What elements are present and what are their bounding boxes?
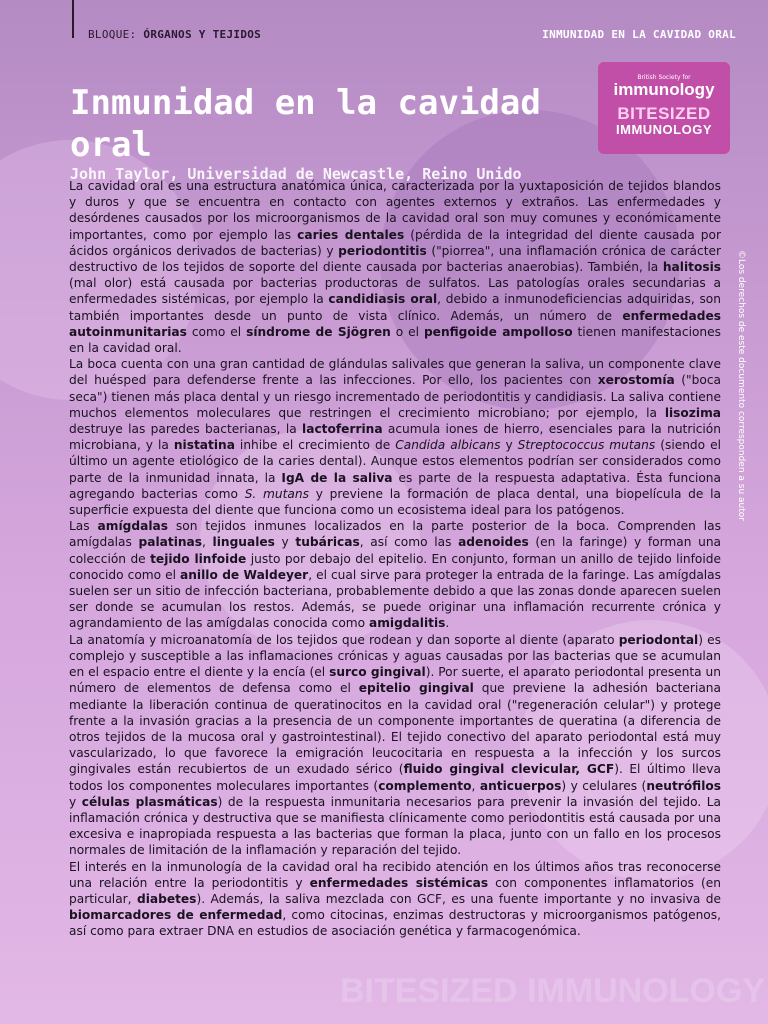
text: son tejidos inmunes localizados en la parte posterior de la boca. Comprenden las amígdalas bbox=[69, 519, 721, 550]
term: linguales bbox=[212, 535, 275, 550]
term: enfermedades sistémicas bbox=[309, 875, 489, 890]
species-name: S. mutans bbox=[244, 486, 309, 501]
text: acumula iones de hierro, esenciales para la nutrición microbiana, y la bbox=[69, 422, 721, 453]
species-name: Candida albicans bbox=[395, 438, 501, 453]
term: diabetes bbox=[136, 891, 197, 906]
text: ("piorrea", una inflamación crónica de carácter destructivo de los tejidos de soporte del diente causada por bacterias anaerobias). También, la bbox=[69, 243, 721, 275]
watermark: BITESIZED IMMUNOLOGY bbox=[340, 972, 765, 1010]
text: justo por debajo del epitelio. En conjunto, forman un anillo de tejido linfoide conocido como el bbox=[69, 551, 721, 582]
article-body bbox=[69, 178, 721, 940]
text: (siendo el último un agente etiológico de la caries dental). Aunque estos elementos podrían ser considerados como parte de la inmunidad innata, la bbox=[69, 438, 721, 485]
text: La boca cuenta con una gran cantidad de glándulas salivales que generan la saliva, un componente clave del huésped para defenderse frente a las infecciones. Por ello, los pacientes con bbox=[69, 357, 721, 388]
logo-bitesized: BITESIZED bbox=[617, 104, 711, 123]
text: La cavidad oral es una estructura anatómica única, caracterizada por la yuxtaposición de tejidos blandos y duros y que se encuentra en contacto con agentes externos y extraños. Las enfermedades y desórdenes causados por los microorganismos de la cavidad oral son muy comunes y económicamente importantes, como por ejemplo las bbox=[69, 179, 721, 242]
term: palatinas bbox=[138, 535, 203, 550]
text: ). Por suerte, el aparato periodontal presenta un número de elementos de defensa como el bbox=[69, 665, 721, 696]
block-label bbox=[88, 28, 261, 41]
text: , como citocinas, enzimas destructoras y microorganismos patógenos, así como para extraer DNA en estudios de asociación genética y farmacogenómica. bbox=[69, 908, 721, 939]
term: caries dentales bbox=[297, 227, 405, 242]
species-name: Streptococcus mutans bbox=[517, 438, 656, 453]
term: neutrófilos bbox=[646, 778, 721, 793]
paragraph-5 bbox=[69, 859, 721, 940]
paragraph-4 bbox=[69, 632, 721, 859]
copyright-text: ©Los derechos de este documento corresponden a su autor bbox=[736, 250, 746, 521]
block-label-prefix: BLOQUE: bbox=[88, 28, 137, 41]
text: y bbox=[274, 535, 296, 550]
paragraph-2 bbox=[69, 356, 721, 518]
term: halitosis bbox=[662, 260, 721, 275]
text: ). Además, la saliva mezclada con GCF, es una fuente importante y no invasiva de bbox=[196, 891, 722, 906]
text: que previene la adhesión bacteriana mediante la liberación continua de queratinocitos en la cavidad oral ("regeneración celular") y protege frente a la invasión gracias a la presencia de un componente importantes de queratina (a diferencia de otros tejidos de la mucosa oral y gastrointestinal). El tejido conectivo del aparato periodontal está muy vascularizado, lo que favorece la emigración leucocitaria en respuesta a la infección y los surcos gingivales están recubiertos de un exudado sérico ( bbox=[69, 681, 721, 777]
term: amigdalitis bbox=[369, 616, 446, 631]
term: fluido gingival clevicular, GCF bbox=[403, 762, 615, 777]
text: El interés en la inmunología de la cavidad oral ha recibido atención en los últimos años tras reconocerse una relación entre la periodontitis y bbox=[69, 859, 721, 890]
term: amígdalas bbox=[97, 519, 168, 534]
text: , bbox=[202, 535, 213, 550]
text: . bbox=[445, 616, 450, 631]
text: , bbox=[471, 778, 480, 793]
term: nistatina bbox=[173, 438, 235, 453]
author-line: John Taylor, Universidad de Newcastle, Reino Unido bbox=[70, 165, 522, 183]
term: IgA de la saliva bbox=[281, 470, 393, 485]
logo-society: British Society for bbox=[637, 74, 691, 81]
term: periodontitis bbox=[338, 243, 427, 258]
term: xerostomía bbox=[597, 373, 675, 388]
term: adenoides bbox=[458, 535, 529, 550]
term: surco gingival bbox=[329, 665, 426, 680]
paragraph-3 bbox=[69, 518, 721, 631]
term: células plasmáticas bbox=[81, 794, 218, 809]
topic-header: INMUNIDAD EN LA CAVIDAD ORAL bbox=[542, 28, 736, 41]
text: y previene la formación de placa dental, una biopelícula de la superficie expuesta del diente que funciona como un ecosistema ideal para los patógenos. bbox=[69, 486, 721, 518]
text: ("boca seca") tienen más placa dental y un riesgo incrementado de periodontitis y candidiasis. La saliva contiene muchos elementos moleculares que restringen el crecimiento microbiano; por ejemplo, la bbox=[69, 373, 721, 420]
text: ) de la respuesta inmunitaria necesarios para prevenir la invasión del tejido. La inflamación crónica y destructiva que se manifiesta clínicamente como periodontitis está causada por una excesiva e inapropiada respuesta a las bacterias que forman la placa, junto con un fallo en los procesos normales de limitación de la inflamación y reparación del tejido. bbox=[69, 794, 721, 858]
block-label-value: ÓRGANOS Y TEJIDOS bbox=[143, 28, 262, 41]
term: candidiasis oral bbox=[328, 292, 438, 307]
text: (mal olor) está causada por bacterias productoras de sulfatos. Las patologías orales secundarias a enfermedades sistémicas, por ejemplo la bbox=[69, 276, 721, 307]
text: , así como las bbox=[359, 535, 459, 550]
text: Las bbox=[69, 519, 98, 534]
logo-immunology-2: IMMUNOLOGY bbox=[616, 122, 712, 137]
text: , el cual sirve para proteger la entrada de la faringe. Las amígdalas suelen ser un sitio de infección bacteriana, probablemente debido a que las zonas donde aparecen suelen ser donde se acumulan los restos. Además, se puede originar una inflamación recurrente crónica y agrandamiento de las amígdalas conocida como bbox=[69, 567, 721, 631]
text: , debido a inmunodeficiencias adquiridas, son también importantes desde un punto de vista clínico. Además, un número de bbox=[69, 292, 721, 323]
term: enfermedades autoinmunitarias bbox=[69, 308, 721, 339]
term: epitelio gingival bbox=[358, 681, 474, 696]
copyright-sidenote bbox=[736, 250, 748, 530]
term: síndrome de Sjögren bbox=[246, 324, 391, 339]
term: biomarcadores de enfermedad bbox=[69, 908, 283, 923]
term: penfigoide ampolloso bbox=[423, 324, 573, 339]
text: y bbox=[69, 794, 82, 809]
term: anillo de Waldeyer bbox=[180, 567, 309, 582]
text: con componentes inflamatorios (en particular, bbox=[69, 875, 721, 906]
term: periodontal bbox=[618, 632, 699, 647]
term: anticuerpos bbox=[479, 778, 562, 793]
text: ). El último lleva todos los componentes moleculares importantes ( bbox=[69, 762, 721, 793]
text: La anatomía y microanatomía de los tejidos que rodean y dan soporte al diente (aparato bbox=[69, 632, 619, 647]
text: inhibe el crecimiento de bbox=[234, 438, 396, 453]
text: ) y celulares ( bbox=[561, 778, 647, 793]
logo-immunology: immunology bbox=[613, 80, 715, 99]
text: (pérdida de la integridad del diente causada por ácidos orgánicos derivados de bacterias) y bbox=[69, 227, 721, 258]
text: como el bbox=[186, 324, 247, 339]
text: ) es complejo y susceptible a las inflamaciones crónicas y aguas causadas por las bacterias que se acumulan en el espacio entre el diente y la encía (el bbox=[69, 632, 721, 680]
term: complemento bbox=[378, 778, 472, 793]
text: es parte de la respuesta adaptativa. Ésta funciona agregando bacterias como bbox=[69, 470, 721, 501]
term: tejido linfoide bbox=[150, 551, 247, 566]
text: (en la faringe) y forman una colección de bbox=[69, 535, 722, 566]
text: tienen manifestaciones en la cavidad oral. bbox=[69, 324, 722, 356]
page-title: Inmunidad en la cavidad oral bbox=[70, 83, 541, 165]
term: lactoferrina bbox=[302, 422, 383, 437]
text: o el bbox=[390, 324, 424, 339]
text: destruye las paredes bacterianas, la bbox=[69, 422, 303, 437]
header-divider bbox=[72, 0, 74, 38]
term: lisozima bbox=[664, 405, 721, 420]
paragraph-1 bbox=[69, 178, 721, 356]
term: tubáricas bbox=[295, 535, 360, 550]
bitesized-immunology-logo bbox=[598, 62, 730, 154]
text: y bbox=[500, 438, 518, 453]
